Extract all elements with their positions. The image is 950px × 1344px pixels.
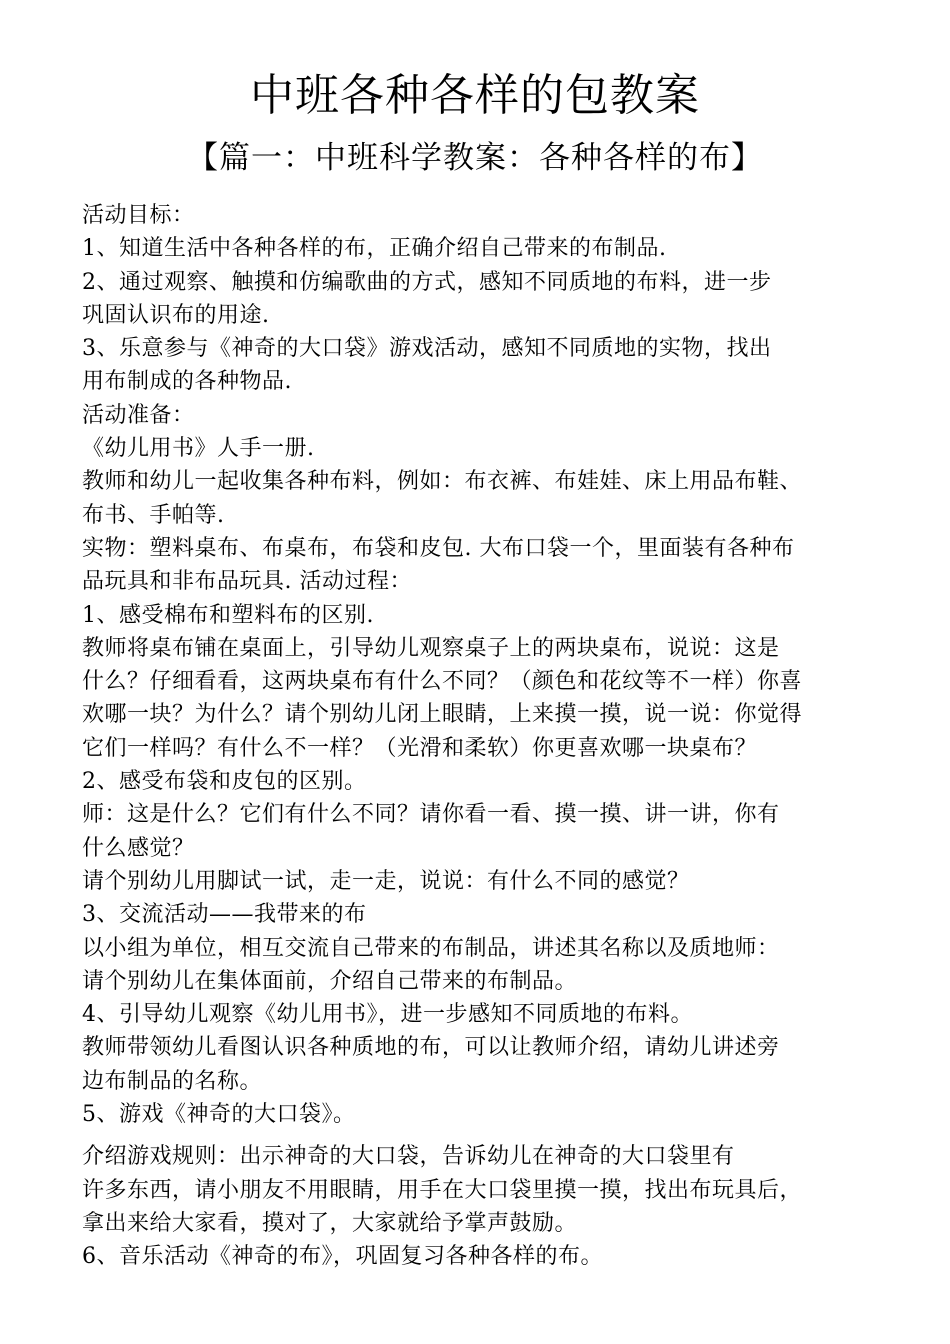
text-line: 用布制成的各种物品. [82, 369, 292, 395]
text-line: 《幼儿用书》人手一册. [82, 436, 315, 462]
document-title: 中班各种各样的包教案 [250, 70, 700, 121]
text-line: 布书、手帕等. [82, 502, 225, 528]
text-line: 什么感觉？ [82, 835, 195, 861]
text-line: 5、游戏《神奇的大口袋》。 [82, 1102, 356, 1128]
text-line: 师：这是什么？它们有什么不同？请你看一看、摸一摸、讲一讲，你有 [82, 802, 780, 828]
document-body [82, 199, 892, 1274]
text-line: 实物：塑料桌布、布桌布，布袋和皮包. 大布口袋一个，里面装有各种布 [82, 535, 795, 561]
text-line: 欢哪一块？为什么？请个别幼儿闭上眼睛，上来摸一摸，说一说：你觉得 [82, 702, 803, 728]
text-line: 以小组为单位，相互交流自己带来的布制品，讲述其名称以及质地师： [82, 935, 780, 961]
text-line: 请个别幼儿在集体面前，介绍自己带来的布制品。 [82, 968, 578, 994]
text-line: 请个别幼儿用脚试一试，走一走，说说：有什么不同的感觉？ [82, 868, 690, 894]
text-line: 1、知道生活中各种各样的布，正确介绍自己带来的布制品. [82, 236, 667, 262]
text-line: 活动准备： [82, 402, 195, 428]
text-line: 教师带领幼儿看图认识各种质地的布，可以让教师介绍，请幼儿讲述旁 [82, 1035, 780, 1061]
text-line: 1、感受棉布和塑料布的区别. [82, 602, 374, 628]
text-line: 许多东西，请小朋友不用眼睛，用手在大口袋里摸一摸，找出布玩具后， [82, 1177, 803, 1203]
text-line: 2、通过观察、触摸和仿编歌曲的方式，感知不同质地的布料，进一步 [82, 269, 772, 295]
text-line: 巩固认识布的用途. [82, 302, 270, 328]
text-line: 活动目标： [82, 203, 195, 228]
paragraph-gap [82, 1131, 892, 1140]
text-line: 它们一样吗？有什么不一样？（光滑和柔软）你更喜欢哪一块桌布？ [82, 735, 758, 761]
text-line: 品玩具和非布品玩具. 活动过程： [82, 569, 412, 595]
text-line: 3、乐意参与《神奇的大口袋》游戏活动，感知不同质地的实物，找出 [82, 336, 772, 362]
text-line: 什么？仔细看看，这两块桌布有什么不同？（颜色和花纹等不一样）你喜 [82, 669, 803, 695]
text-line: 边布制品的名称。 [82, 1068, 263, 1094]
text-line: 介绍游戏规则：出示神奇的大口袋，告诉幼儿在神奇的大口袋里有 [82, 1144, 735, 1170]
text-line: 拿出来给大家看，摸对了，大家就给予掌声鼓励。 [82, 1210, 578, 1236]
text-line: 教师将桌布铺在桌面上，引导幼儿观察桌子上的两块桌布，说说：这是 [82, 635, 780, 661]
text-line: 3、交流活动——我带来的布 [82, 902, 367, 928]
document-subtitle: 【篇一：中班科学教案：各种各样的布】 [187, 140, 763, 176]
text-line: 教师和幼儿一起收集各种布料，例如：布衣裤、布娃娃、床上用品布鞋、 [82, 469, 803, 495]
text-line: 6、音乐活动《神奇的布》，巩固复习各种各样的布。 [82, 1244, 603, 1270]
text-line: 4、引导幼儿观察《幼儿用书》，进一步感知不同质地的布料。 [82, 1002, 693, 1028]
text-line: 2、感受布袋和皮包的区别。 [82, 769, 367, 795]
